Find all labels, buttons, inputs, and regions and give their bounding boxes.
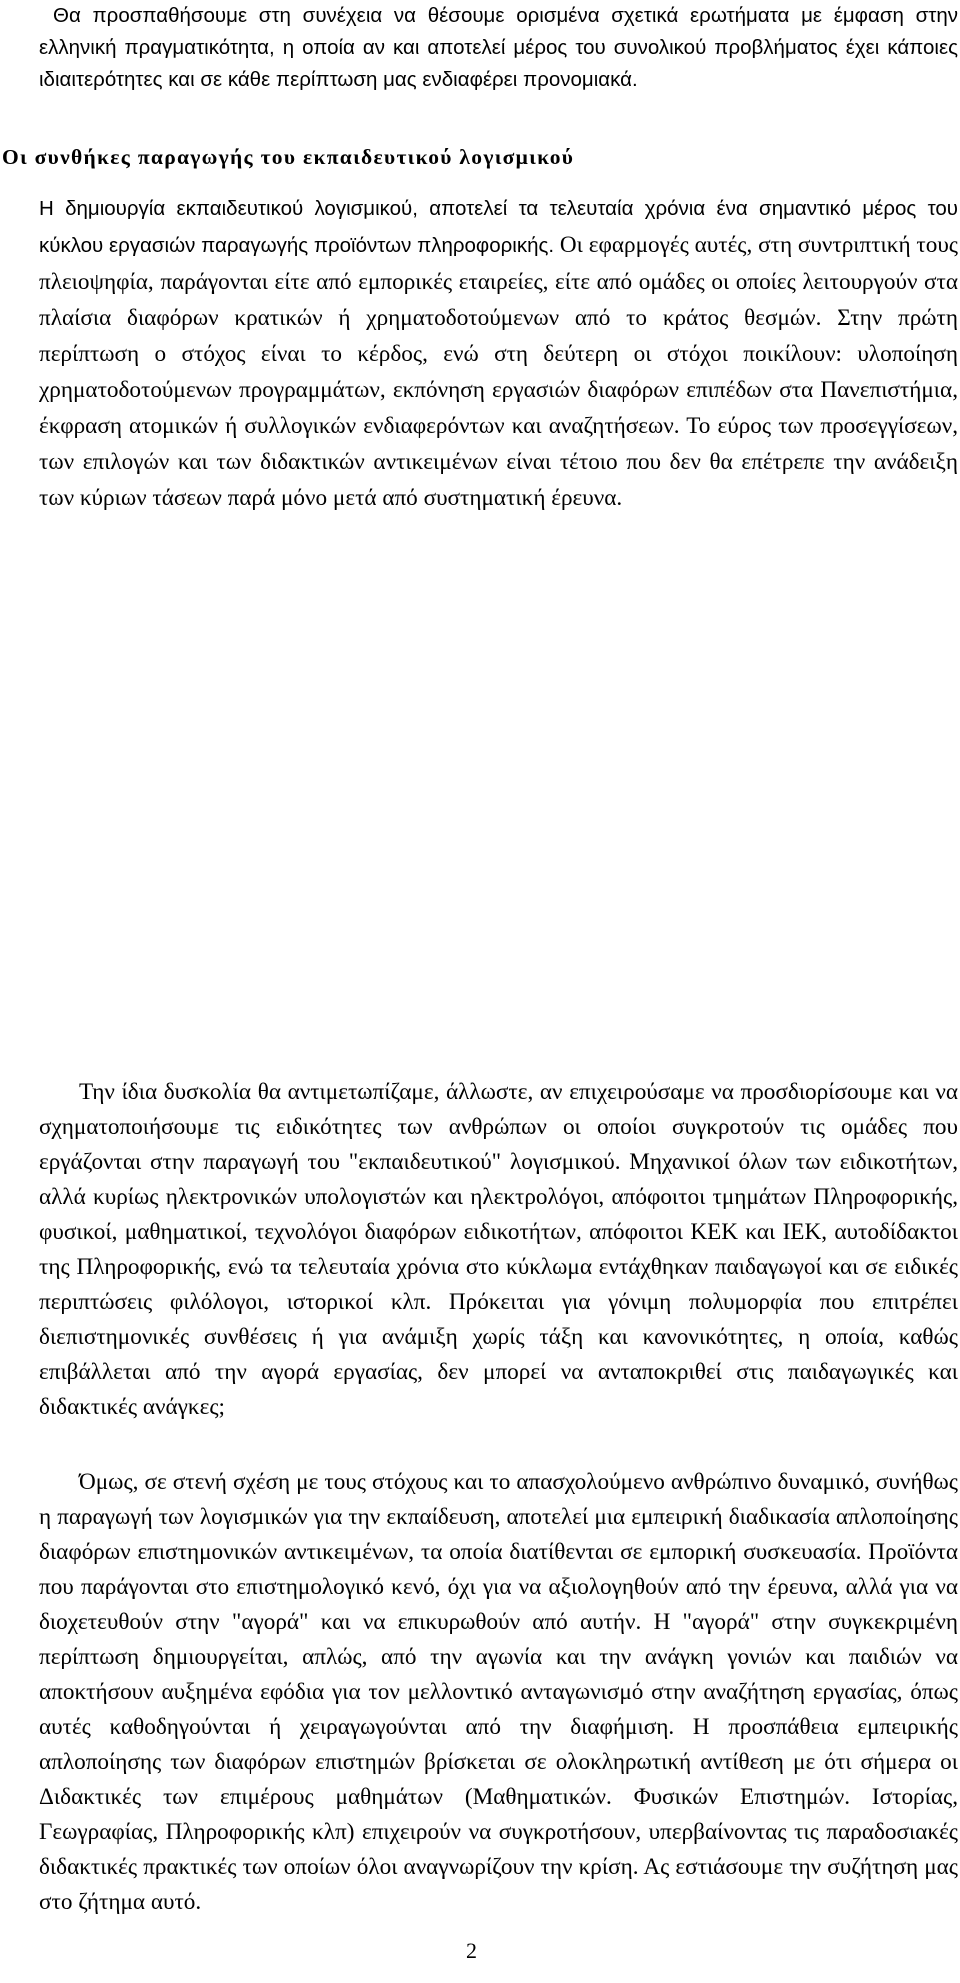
paragraph-3: Όμως, σε στενή σχέση με τους στόχους και το απασχολούμενο ανθρώπινο δυναμικό, συνήθως η παραγωγή των λογισμικών για την εκπαίδευση, αποτελεί μια εμπειρική διαδικασία απλοποίησης διαφόρων επιστημονικών αντικειμένων, τα οποία διατίθενται σε εμπορική συσκευασία. Προϊόντα που παράγονται στο επιστημολογικό κενό, όχι για να αξιολογηθούν από την έρευνα, αλλά για να διοχετευθούν στην "αγορά" και να επικυρωθούν από αυτήν. Η "αγορά" στην συγκεκριμένη περίπτωση δημιουργείται, απλώς, από την αγωνία και την ανάγκη γονιών και παιδιών να αποκτήσουν αυξημένα εφόδια για τον μελλοντικό ανταγωνισμό στην αναζήτηση εργασίας, όπως αυτές καθοδηγούνται ή χειραγωγούνται από την διαφήμιση. Η προσπάθεια εμπειρικής απλοποίησης των διαφόρων επιστημών βρίσκεται σε ολοκληρωτική αντίθεση με ότι σήμερα οι Διδακτικές των επιμέρους μαθημάτων (Μαθηματικών. Φυσικών Επιστημών. Ιστορίας, Γεωγραφίας, Πληροφορικής κλπ) επιχειρούν να συγκροτήσουν, υπερβαίνοντας τις παραδοσιακές διδακτικές πρακτικές των οποίων όλοι αναγνωρίζουν την κρίση. Ας εστιάσουμε την συζήτηση μας στο ζήτημα αυτό. [39, 1469, 958, 1915]
paragraph-1-lead: Η δημιουργία εκπαιδευτικού λογισμικού, αποτελεί τα τελευταία χρόνια ένα σημαντικό μέρος του κύκλου εργασιών παραγωγής προϊόντων πληροφορικής. [39, 197, 958, 257]
page-number: 2 [466, 1938, 477, 1963]
section-heading: Οι συνθήκες παραγωγής του εκπαιδευτικού λογισμικού [2, 145, 575, 169]
paragraph-1 [39, 190, 958, 516]
paragraph-2: Την ίδια δυσκολία θα αντιμετωπίζαμε, άλλωστε, αν επιχειρούσαμε να προσδιορίσουμε και να σχηματοποιήσουμε τις ειδικότητες των ανθρώπων οι οποίοι συγκροτούν τις ομάδες που εργάζονται στην παραγωγή του "εκπαιδευτικού" λογισμικού. Μηχανικοί όλων των ειδικοτήτων, αλλά κυρίως ηλεκτρονικών υπολογιστών και ηλεκτρολόγοι, απόφοιτοι τμημάτων Πληροφορικής, φυσικοί, μαθηματικοί, τεχνολόγοι διαφόρων ειδικοτήτων, απόφοιτοι ΚΕΚ και ΙΕΚ, αυτοδίδακτοι της Πληροφορικής, ενώ τα τελευταία χρόνια στο κύκλωμα εντάχθηκαν παιδαγωγοί και σε ειδικές περιπτώσεις φιλόλογοι, ιστορικοί κλπ. Πρόκειται για γόνιμη πολυμορφία που επιτρέπει διεπιστημονικές συνθέσεις ή για ανάμιξη χωρίς τάξη και κανονικότητες, η οποία, καθώς επιβάλλεται από την αγορά εργασίας, δεν μπορεί να ανταποκριθεί στις παιδαγωγικές και διδακτικές ανάγκες; [39, 1079, 958, 1420]
paragraph-1-body: Οι εφαρμογές αυτές, στη συντριπτική τους πλειοψηφία, παράγονται είτε από εμπορικές εταιρείες, είτε από ομάδες οι οποίες λειτουργούν στα πλαίσια διαφόρων κρατικών ή χρηματοδοτούμενων από το κράτος θεσμών. Στην πρώτη περίπτωση ο στόχος είναι το κέρδος, ενώ στη δεύτερη οι στόχοι ποικίλουν: υλοποίηση χρηματοδοτούμενων προγραμμάτων, εκπόνηση εργασιών διαφόρων επιπέδων στα Πανεπιστήμια, έκφραση ατομικών ή συλλογικών ενδιαφερόντων και αναζητήσεων. Το εύρος των προσεγγίσεων, των επιλογών και των διδακτικών αντικειμένων είναι τέτοιο που δεν θα επέτρεπε την ανάδειξη των κύριων τάσεων παρά μόνο μετά από συστηματική έρευνα. [39, 232, 958, 511]
intro-paragraph: Θα προσπαθήσουμε στη συνέχεια να θέσουμε ορισμένα σχετικά ερωτήματα με έμφαση στην ελληνική πραγματικότητα, η οποία αν και αποτελεί μέρος του συνολικού προβλήματος έχει κάποιες ιδιαιτερότητες και σε κάθε περίπτωση μας ενδιαφέρει προνομιακά. [39, 4, 958, 91]
